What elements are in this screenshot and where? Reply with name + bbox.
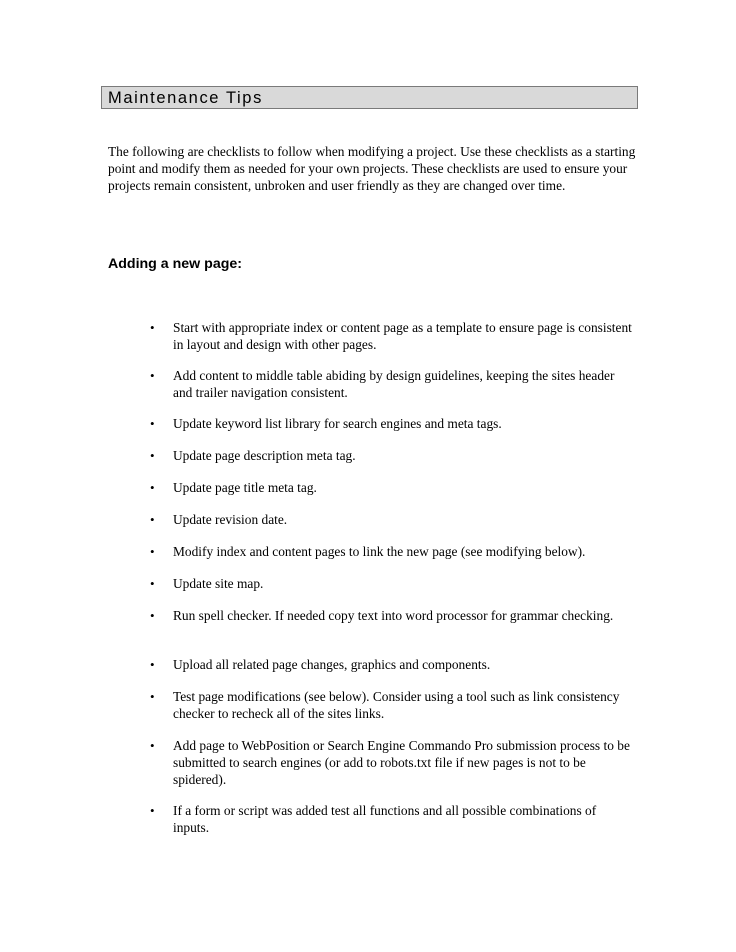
bullet-icon: • bbox=[150, 608, 155, 623]
bullet-icon: • bbox=[150, 448, 155, 463]
bullet-icon: • bbox=[150, 576, 155, 591]
page-title: Maintenance Tips bbox=[108, 89, 263, 107]
checklist-item-text: Update page title meta tag. bbox=[173, 480, 317, 495]
checklist-item-text: Start with appropriate index or content page as a template to ensure page is consistent in layout and design with other pages. bbox=[173, 320, 632, 352]
checklist-item-text: Add page to WebPosition or Search Engine Commando Pro submission process to be submitted to search engines (or add to robots.txt file if new pages is not to be spidered). bbox=[173, 738, 630, 787]
checklist-item-text: If a form or script was added test all functions and all possible combinations of inputs. bbox=[173, 803, 597, 835]
checklist-item-text: Update keyword list library for search engines and meta tags. bbox=[173, 416, 502, 431]
bullet-icon: • bbox=[150, 368, 155, 383]
checklist-item-text: Update page description meta tag. bbox=[173, 448, 356, 463]
checklist-item-text: Upload all related page changes, graphics and components. bbox=[173, 657, 491, 672]
checklist-item-text: Test page modifications (see below). Consider using a tool such as link consistency checker to recheck all of the sites links. bbox=[173, 689, 620, 721]
bullet-icon: • bbox=[150, 480, 155, 495]
bullet-icon: • bbox=[150, 738, 155, 753]
bullet-icon: • bbox=[150, 657, 155, 672]
section-title-bar bbox=[101, 86, 638, 109]
checklist-item-text: Update site map. bbox=[173, 576, 264, 591]
intro-paragraph: The following are checklists to follow when modifying a project. Use these checklists as a starting point and modify them as needed for your own projects. These checklists are used to ensure your projects remain consistent, unbroken and user friendly as they are changed over time. bbox=[108, 144, 636, 193]
checklist-item-text: Add content to middle table abiding by design guidelines, keeping the sites header and trailer navigation consistent. bbox=[173, 368, 615, 400]
checklist-item-text: Run spell checker. If needed copy text into word processor for grammar checking. bbox=[173, 608, 614, 623]
bullet-icon: • bbox=[150, 544, 155, 559]
bullet-icon: • bbox=[150, 416, 155, 431]
section-heading: Adding a new page: bbox=[108, 256, 242, 272]
checklist-item-text: Modify index and content pages to link the new page (see modifying below). bbox=[173, 544, 586, 559]
bullet-icon: • bbox=[150, 803, 155, 818]
bullet-icon: • bbox=[150, 320, 155, 335]
checklist-item-text: Update revision date. bbox=[173, 512, 288, 527]
bullet-icon: • bbox=[150, 689, 155, 704]
bullet-icon: • bbox=[150, 512, 155, 527]
